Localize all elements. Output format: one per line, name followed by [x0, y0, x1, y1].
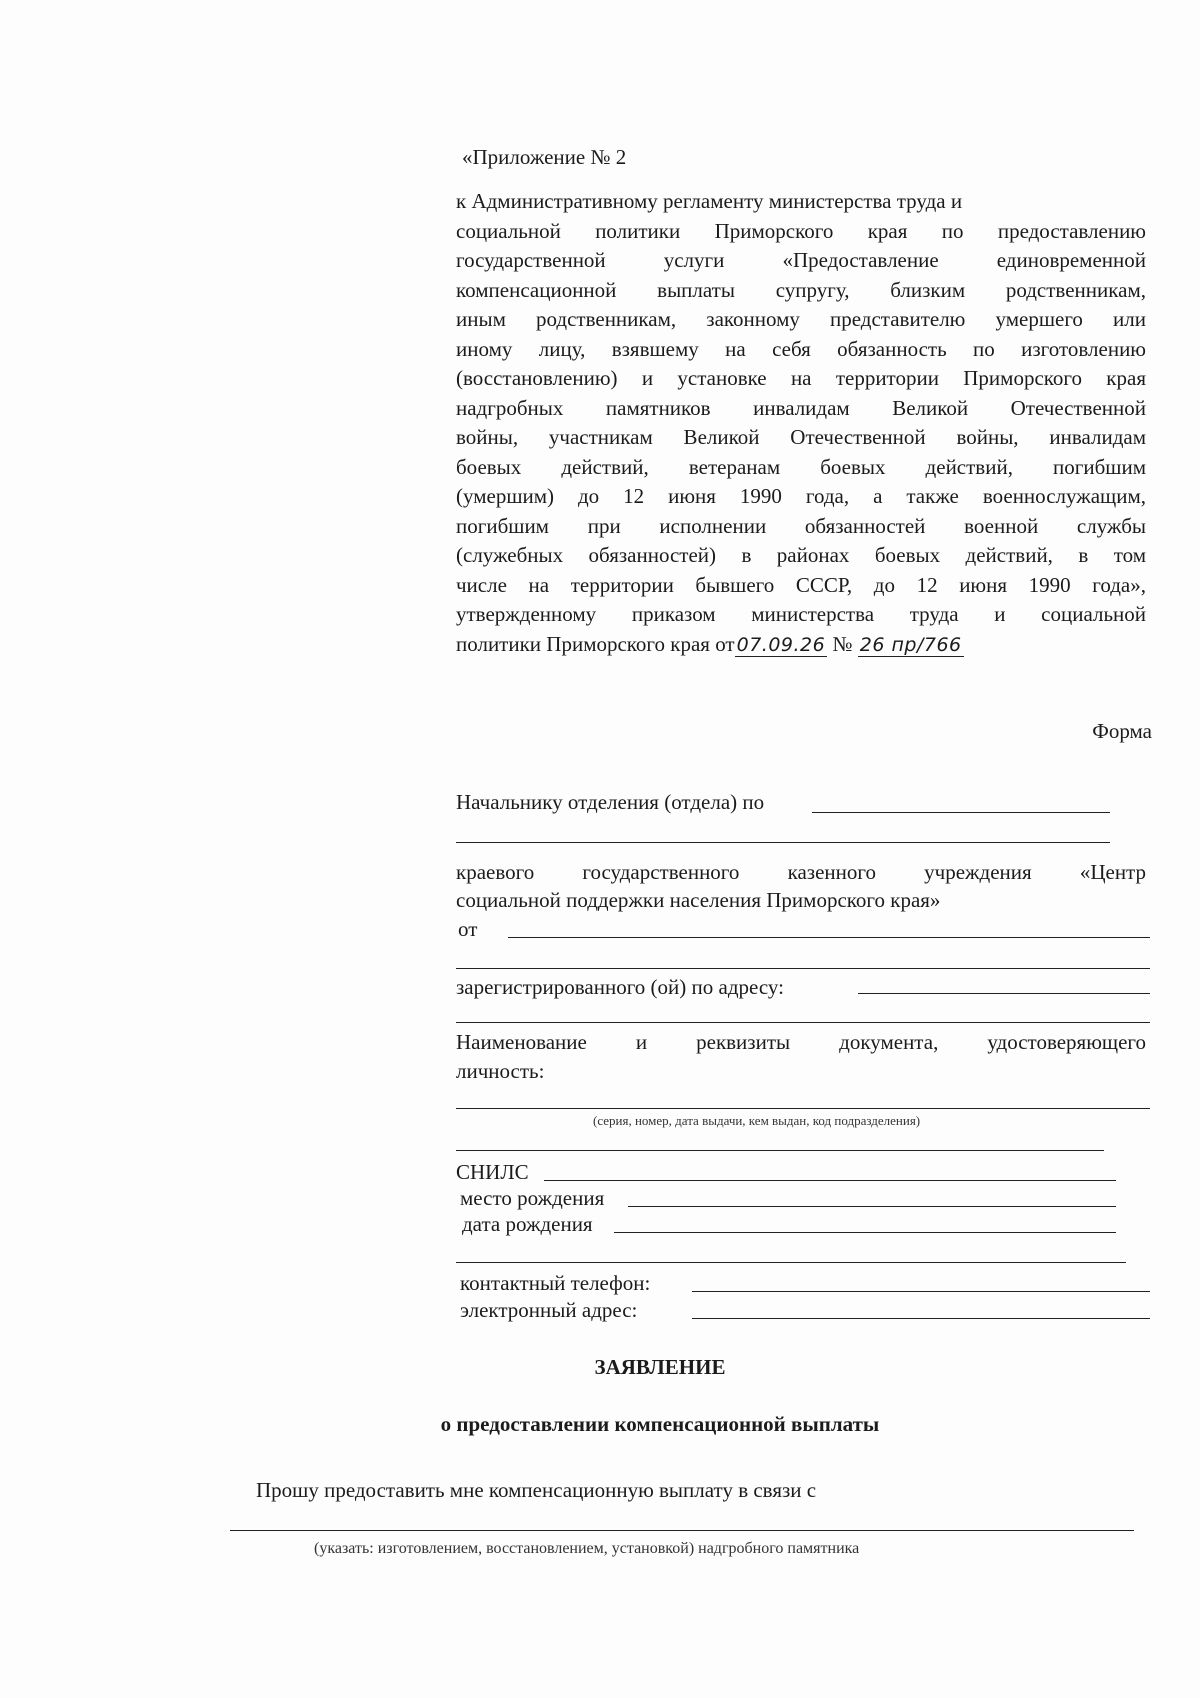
applicant-name-field-continued[interactable] — [456, 968, 1150, 969]
appendix-text — [456, 187, 1146, 660]
department-field[interactable] — [812, 812, 1110, 813]
appendix-line: утвержденному приказом министерства труда и социальной — [456, 602, 1146, 626]
email-label: электронный адрес: — [460, 1298, 638, 1322]
institution-line-1: краевого государственного казенного учреждения «Центр — [456, 860, 1146, 884]
appendix-line: надгробных памятников инвалидам Великой Отечественной — [456, 395, 1146, 420]
birthplace-label: место рождения — [460, 1186, 605, 1210]
phone-label: контактный телефон: — [460, 1271, 651, 1295]
appendix-line: числе на территории бывшего СССР, до 12 июня 1990 года», — [456, 572, 1146, 597]
id-document-caption: (серия, номер, дата выдачи, кем выдан, код подразделения) — [593, 1113, 921, 1128]
email-field[interactable] — [692, 1318, 1150, 1319]
appendix-line: государственной услуги «Предоставление единовременной — [456, 248, 1146, 272]
appendix-line: иным родственникам, законному представителю умершего или — [456, 307, 1146, 331]
appendix-title: «Приложение № 2 — [462, 145, 627, 169]
request-text: Прошу предоставить мне компенсационную выплату в связи с — [256, 1478, 817, 1502]
phone-field[interactable] — [692, 1291, 1150, 1292]
form-label: Форма — [1092, 719, 1152, 743]
snils-field[interactable] — [544, 1180, 1116, 1181]
appendix-line: иному лицу, взявшему на себя обязанность по изготовлению — [456, 336, 1146, 361]
birthdate-field[interactable] — [614, 1232, 1116, 1233]
appendix-line: компенсационной выплаты супругу, близким родственникам, — [456, 277, 1146, 302]
id-document-label-line-2: личность: — [456, 1059, 545, 1083]
birthdate-field-continued[interactable] — [456, 1262, 1126, 1263]
registered-address-field-continued[interactable] — [456, 1022, 1150, 1023]
institution-line-2: социальной поддержки населения Приморского края» — [456, 888, 941, 912]
appendix-last-line-prefix: политики Приморского края от — [456, 631, 735, 656]
appendix-line: войны, участникам Великой Отечественной войны, инвалидам — [456, 425, 1146, 449]
appendix-line: (восстановлению) и установке на территории Приморского края — [456, 366, 1146, 390]
applicant-name-field[interactable] — [508, 937, 1150, 938]
number-sign: № — [832, 631, 853, 656]
appendix-last-line — [456, 630, 1146, 661]
statement-title: ЗАЯВЛЕНИЕ — [594, 1355, 726, 1379]
appendix-line: (умершим) до 12 июня 1990 года, а также военнослужащим, — [456, 484, 1146, 508]
from-label: от — [458, 917, 478, 941]
statement-subtitle: о предоставлении компенсационной выплаты — [440, 1412, 880, 1436]
appendix-line: (служебных обязанностей) в районах боевых действий, в том — [456, 543, 1146, 567]
registered-address-label: зарегистрированного (ой) по адресу: — [456, 975, 784, 999]
appendix-line: социальной политики Приморского края по предоставлению — [456, 218, 1146, 243]
appendix-line: погибшим при исполнении обязанностей военной службы — [456, 513, 1146, 538]
id-document-field-continued[interactable] — [456, 1150, 1104, 1151]
snils-label: СНИЛС — [456, 1160, 529, 1184]
handwritten-order-number: 26 пр/766 — [859, 633, 962, 656]
registered-address-field[interactable] — [858, 993, 1150, 994]
request-reason-caption: (указать: изготовлением, восстановлением, установкой) надгробного памятника — [314, 1540, 860, 1557]
request-reason-field[interactable] — [230, 1530, 1134, 1531]
appendix-line: к Административному регламенту министерства труда и — [456, 189, 963, 213]
handwritten-order-date: 07.09.26 — [736, 633, 826, 656]
birthdate-label: дата рождения — [462, 1212, 593, 1236]
department-field-continued[interactable] — [456, 842, 1110, 843]
birthplace-field[interactable] — [628, 1206, 1116, 1207]
id-document-field[interactable] — [456, 1108, 1150, 1109]
head-of-department-label: Начальнику отделения (отдела) по — [456, 790, 765, 814]
id-document-label-line-1: Наименование и реквизиты документа, удостоверяющего — [456, 1030, 1146, 1054]
appendix-line: боевых действий, ветеранам боевых действий, погибшим — [456, 454, 1146, 479]
